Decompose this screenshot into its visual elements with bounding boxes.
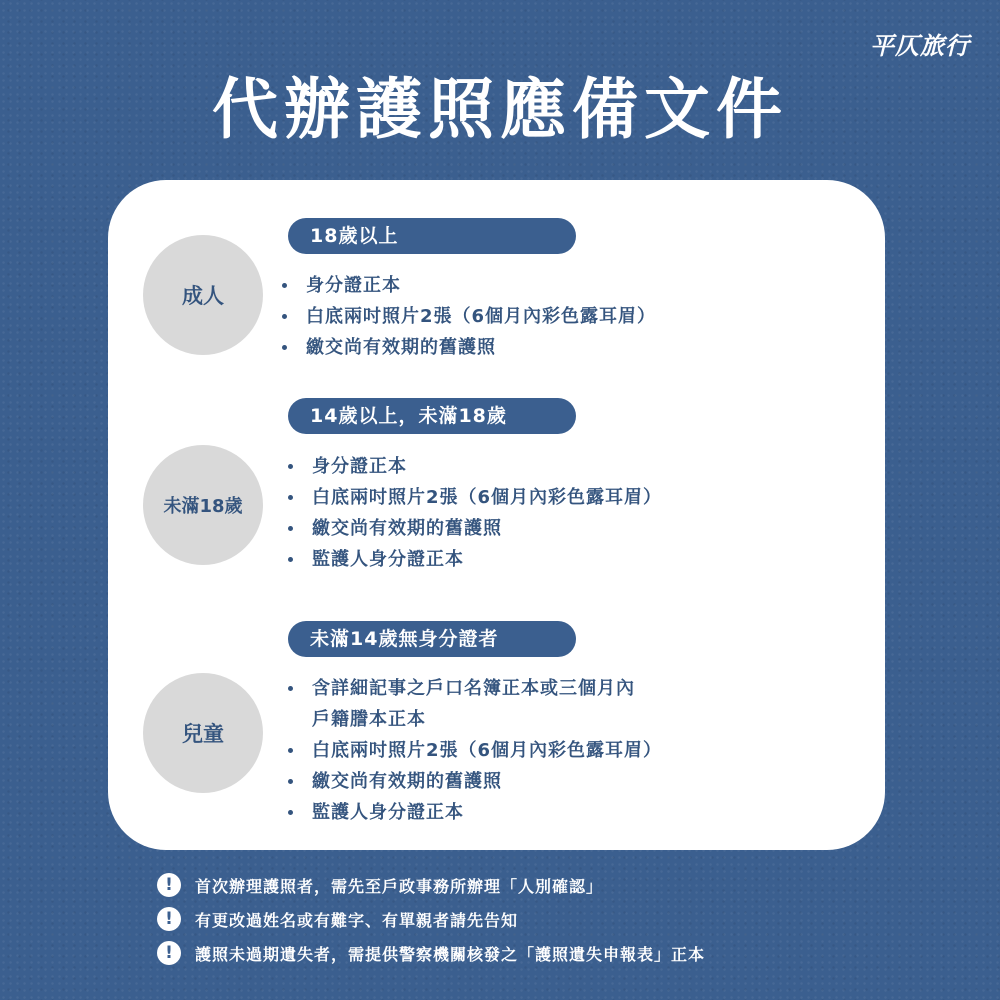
list-item: 繳交尚有效期的舊護照 bbox=[280, 332, 656, 363]
list-item: 白底兩吋照片2張（6個月內彩色露耳眉） bbox=[286, 482, 662, 513]
note-item bbox=[157, 936, 705, 970]
exclamation-icon: ! bbox=[157, 873, 181, 897]
note-text: 護照未過期遺失者，需提供警察機關核發之「護照遺失申報表」正本 bbox=[195, 944, 706, 964]
list-item-line: 含詳細記事之戶口名簿正本或三個月內 bbox=[312, 678, 635, 699]
category-circle-adult: 成人 bbox=[143, 235, 263, 355]
age-range-pill: 未滿14歲無身分證者 bbox=[288, 621, 576, 657]
page-title: 代辦護照應備文件 bbox=[212, 71, 788, 148]
requirements-card bbox=[108, 180, 885, 850]
list-item: 身分證正本 bbox=[286, 451, 662, 482]
note-text: 首次辦理護照者，需先至戶政事務所辦理「人別確認」 bbox=[195, 876, 604, 896]
note-item bbox=[157, 868, 705, 902]
document-list bbox=[286, 451, 662, 575]
exclamation-icon: ! bbox=[157, 941, 181, 965]
brand-logo: 平仄旅行 bbox=[870, 32, 970, 60]
list-item: 繳交尚有效期的舊護照 bbox=[286, 513, 662, 544]
note-text: 有更改過姓名或有難字、有單親者請先告知 bbox=[195, 910, 519, 930]
list-item-line: 戶籍謄本正本 bbox=[312, 709, 426, 730]
list-item: 白底兩吋照片2張（6個月內彩色露耳眉） bbox=[280, 301, 656, 332]
list-item bbox=[286, 673, 662, 735]
document-list bbox=[280, 270, 656, 363]
category-circle-minor: 未滿18歲 bbox=[143, 445, 263, 565]
list-item: 白底兩吋照片2張（6個月內彩色露耳眉） bbox=[286, 735, 662, 766]
age-range-pill: 14歲以上，未滿18歲 bbox=[288, 398, 576, 434]
list-item: 監護人身分證正本 bbox=[286, 797, 662, 828]
list-item: 監護人身分證正本 bbox=[286, 544, 662, 575]
notes-list bbox=[157, 868, 705, 970]
document-list bbox=[286, 673, 662, 828]
list-item: 身分證正本 bbox=[280, 270, 656, 301]
exclamation-icon: ! bbox=[157, 907, 181, 931]
age-range-pill: 18歲以上 bbox=[288, 218, 576, 254]
note-item bbox=[157, 902, 705, 936]
list-item: 繳交尚有效期的舊護照 bbox=[286, 766, 662, 797]
category-circle-child: 兒童 bbox=[143, 673, 263, 793]
